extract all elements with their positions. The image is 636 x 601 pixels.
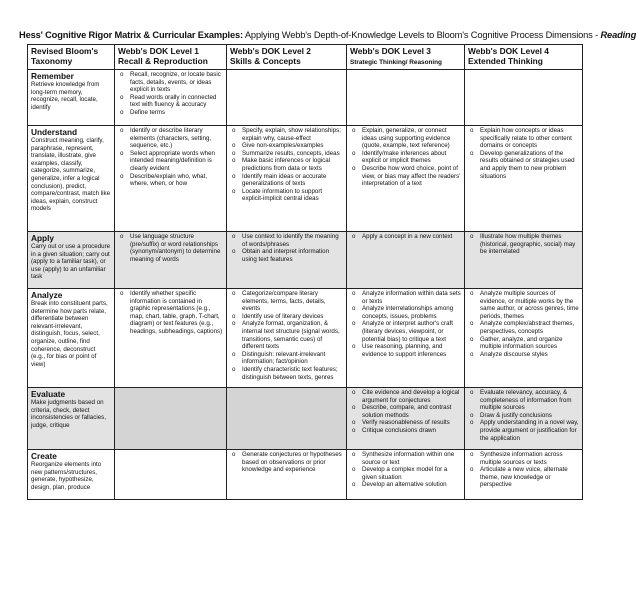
bullet-item: o Use reasoning, planning, and evidence to support inferences: [350, 343, 461, 358]
apply-dok4: [465, 232, 583, 289]
bullet-item: o Explain how concepts or ideas specifically relate to other content domains or concepts: [468, 127, 579, 150]
category-desc: Retrieve knowledge from long-term memory, recognize, recall, locate, identify: [31, 81, 100, 111]
bullet-item: o Obtain and interpret information using text features: [230, 248, 343, 263]
bullet-item: o Synthesize information within one source or text: [350, 451, 461, 466]
bullet-list: [468, 127, 579, 180]
remember-dok3: [347, 70, 465, 126]
create-dok1: [115, 450, 227, 500]
create-dok4: [465, 450, 583, 500]
category-cell: [28, 289, 115, 388]
bullet-item: o Evaluate relevancy, accuracy, & completeness of information from multiple sources: [468, 389, 579, 412]
bullet-item: o Verify reasonableness of results: [350, 419, 461, 427]
bullet-list: [118, 290, 223, 336]
bullet-item: o Identify or describe literary elements (characters, setting, sequence, etc.): [118, 127, 223, 150]
bullet-item: o Identify use of literary devices: [230, 313, 343, 321]
remember-dok2: [227, 70, 347, 126]
bullet-item: o Distinguish: relevant-irrelevant information; fact/opinion: [230, 351, 343, 366]
evaluate-dok2: [227, 388, 347, 450]
bullet-list: [230, 127, 343, 203]
bullet-item: o Specify, explain, show relationships; explain why, cause-effect: [230, 127, 343, 142]
header-dok2: Webb's DOK Level 2 Skills & Concepts: [227, 45, 347, 70]
bullet-item: o Develop a complex model for a given situation: [350, 466, 461, 481]
bullet-item: o Analyze complex/abstract themes, perspectives, concepts: [468, 320, 579, 335]
row-create: [28, 450, 583, 500]
bullet-item: o Draw & justify conclusions: [468, 412, 579, 420]
bullet-item: o Apply understanding in a novel way, provide argument or justification for the application: [468, 419, 579, 442]
bullet-item: o Generate conjectures or hypotheses based on observations or prior knowledge and experience: [230, 451, 343, 474]
category-desc: Break into constituent parts, determine how parts relate, differentiate between relevant-irrelevant, distinguish, focus, select, organize, outline, find coherence, deconstruct (e.g., for bias or point of view): [31, 300, 108, 368]
bullet-item: o Synthesize information across multiple sources or texts: [468, 451, 579, 466]
category-name: Remember: [31, 71, 74, 81]
bullet-list: [230, 290, 343, 381]
title-subject: Reading: [600, 30, 636, 40]
bullet-item: o Cite evidence and develop a logical argument for conjectures: [350, 389, 461, 404]
bullet-item: o Analyze or interpret author's craft (literary devices, viewpoint, or potential bias) to critique a text: [350, 320, 461, 343]
bullet-list: [118, 127, 223, 188]
bullet-item: o Critique conclusions drawn: [350, 427, 461, 435]
bullet-list: [468, 451, 579, 489]
bullet-list: [468, 290, 579, 358]
bullet-item: o Analyze interrelationships among concepts, issues, problems: [350, 305, 461, 320]
bullet-item: o Describe/explain who, what, where, when, or how: [118, 173, 223, 188]
create-dok3: [347, 450, 465, 500]
category-cell: [28, 126, 115, 232]
category-name: Understand: [31, 127, 78, 137]
header-dok4: Webb's DOK Level 4 Extended Thinking: [465, 45, 583, 70]
create-dok2: [227, 450, 347, 500]
bullet-list: [118, 71, 223, 117]
bullet-item: o Recall, recognize, or locate basic facts, details, events, or ideas explicit in texts: [118, 71, 223, 94]
bullet-item: o Define terms: [118, 109, 223, 117]
bullet-item: o Analyze discourse styles: [468, 351, 579, 359]
bullet-item: o Articulate a new voice, alternate theme, new knowledge or perspective: [468, 466, 579, 489]
category-cell: [28, 232, 115, 289]
category-name: Analyze: [31, 290, 63, 300]
bullet-list: [350, 233, 461, 241]
analyze-dok4: [465, 289, 583, 388]
bullet-item: o Identify characteristic text features; distinguish between texts, genres: [230, 366, 343, 381]
bullet-item: o Describe, compare, and contrast solution methods: [350, 404, 461, 419]
row-apply: [28, 232, 583, 289]
row-remember: [28, 70, 583, 126]
title-bold: Hess' Cognitive Rigor Matrix & Curricular Examples:: [19, 30, 243, 40]
bullet-item: o Identify main ideas or accurate generalizations of texts: [230, 173, 343, 188]
bullet-item: o Illustrate how multiple themes (historical, geographic, social) may be interrelated: [468, 233, 579, 256]
bullet-item: o Categorize/compare literary elements, terms, facts, details, events: [230, 290, 343, 313]
bullet-list: [350, 127, 461, 188]
bullet-item: o Analyze information within data sets or texts: [350, 290, 461, 305]
bullet-item: o Use context to identify the meaning of words/phrases: [230, 233, 343, 248]
bullet-item: o Analyze multiple sources of evidence, or multiple works by the same author, or across genres, time periods, themes: [468, 290, 579, 320]
bullet-item: o Gather, analyze, and organize multiple information sources: [468, 336, 579, 351]
analyze-dok2: [227, 289, 347, 388]
understand-dok3: [347, 126, 465, 232]
apply-dok2: [227, 232, 347, 289]
understand-dok4: [465, 126, 583, 232]
bullet-item: o Select appropriate words when intended meaning/definition is clearly evident: [118, 150, 223, 173]
row-understand: [28, 126, 583, 232]
bullet-item: o Use language structure (pre/suffix) or word relationships (synonym/antonym) to determine meaning of words: [118, 233, 223, 263]
category-desc: Construct meaning, clarify, paraphrase, represent, translate, illustrate, give examples, classify, categorize, summarize, generalize, infer a logical conclusion), predict, compare/contrast, match like ideas, explain, construct models: [31, 137, 111, 213]
document-title: [19, 29, 636, 41]
row-evaluate: [28, 388, 583, 450]
analyze-dok3: [347, 289, 465, 388]
category-cell: [28, 70, 115, 126]
bullet-item: o Identify whether specific information is contained in graphic representations (e.g., map, chart, table, graph, T-chart, diagram) or text features (e.g., headings, subheadings, captions): [118, 290, 223, 336]
header-dok1: Webb's DOK Level 1 Recall & Reproduction: [115, 45, 227, 70]
understand-dok1: [115, 126, 227, 232]
bullet-list: [118, 233, 223, 263]
bullet-item: o Give non-examples/examples: [230, 142, 343, 150]
category-desc: Carry out or use a procedure in a given situation; carry out (apply to a familiar task), or use (apply) to an unfamiliar task: [31, 243, 111, 281]
bullet-list: [230, 451, 343, 474]
evaluate-dok3: [347, 388, 465, 450]
bullet-list: [468, 233, 579, 256]
bullet-list: [350, 389, 461, 435]
row-analyze: [28, 289, 583, 388]
bullet-item: o Explain, generalize, or connect ideas using supporting evidence (quote, example, text reference): [350, 127, 461, 150]
header-blooms: Revised Bloom's Taxonomy: [28, 45, 115, 70]
bullet-list: [350, 290, 461, 358]
evaluate-dok1: [115, 388, 227, 450]
category-desc: Reorganize elements into new patterns/structures, generate, hypothesize, design, plan, produce: [31, 461, 102, 491]
category-desc: Make judgments based on criteria, check, detect inconsistencies or fallacies, judge, critique: [31, 399, 106, 429]
category-name: Evaluate: [31, 389, 66, 399]
bullet-item: o Develop an alternative solution: [350, 481, 461, 489]
category-cell: [28, 450, 115, 500]
title-regular: Applying Webb's Depth-of-Knowledge Levels to Bloom's Cognitive Process Dimensions -: [242, 30, 601, 40]
header-dok3: Webb's DOK Level 3 Strategic Thinking/ Reasoning: [347, 45, 465, 70]
apply-dok1: [115, 232, 227, 289]
bullet-list: [468, 389, 579, 442]
category-cell: [28, 388, 115, 450]
bullet-item: o Read words orally in connected text with fluency & accuracy: [118, 94, 223, 109]
remember-dok1: [115, 70, 227, 126]
bullet-item: o Summarize results, concepts, ideas: [230, 150, 343, 158]
header-row: [28, 45, 583, 70]
remember-dok4: [465, 70, 583, 126]
analyze-dok1: [115, 289, 227, 388]
category-name: Apply: [31, 233, 55, 243]
bullet-item: o Develop generalizations of the results obtained or strategies used and apply them to new problem situations: [468, 150, 579, 180]
apply-dok3: [347, 232, 465, 289]
bullet-item: o Locate information to support explicit-implicit central ideas: [230, 188, 343, 203]
rigor-matrix-table: [27, 44, 583, 500]
bullet-item: o Identify/make inferences about explicit or implicit themes: [350, 150, 461, 165]
bullet-item: o Analyze format, organization, & internal text structure (signal words, transitions, semantic cues) of different texts: [230, 320, 343, 350]
bullet-list: [230, 233, 343, 263]
category-name: Create: [31, 451, 57, 461]
bullet-list: [350, 451, 461, 489]
bullet-item: o Apply a concept in a new context: [350, 233, 461, 241]
bullet-item: o Describe how word choice, point of view, or bias may affect the readers' interpretation of a text: [350, 165, 461, 188]
evaluate-dok4: [465, 388, 583, 450]
understand-dok2: [227, 126, 347, 232]
bullet-item: o Make basic inferences or logical predictions from data or texts: [230, 157, 343, 172]
